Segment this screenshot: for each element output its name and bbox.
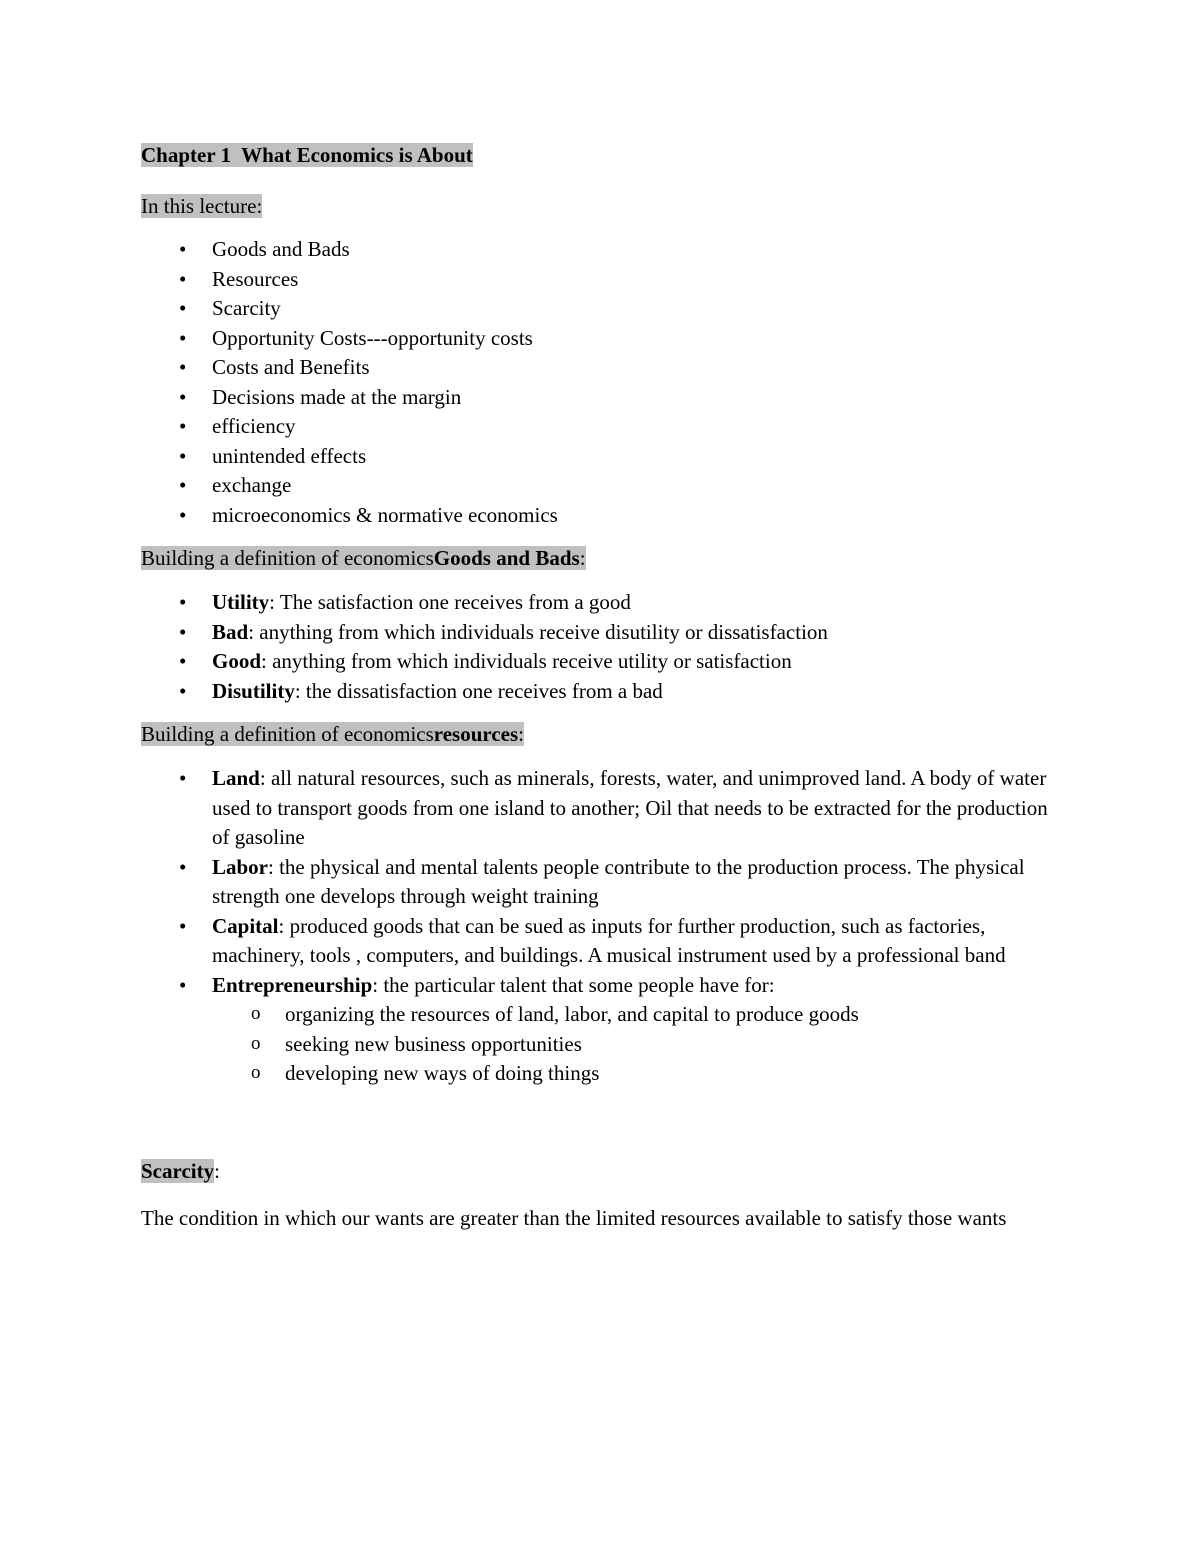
term-text: Disutility <box>212 678 295 703</box>
term-text: Good <box>212 649 262 673</box>
list-item: • Resources <box>141 265 1055 295</box>
term-text: Labor <box>212 854 269 879</box>
definition-text: : all natural resources, such as minerals, forests, water, and unimproved land. A body of water used to transport goods from one island to another; Oil that needs to be extracted for the production of gasoline <box>212 766 1048 849</box>
list-item <box>141 853 1055 912</box>
goods-bads-heading <box>141 544 1055 572</box>
list-item <box>141 618 1055 648</box>
definition-text: : the dissatisfaction one receives from a bad <box>294 678 663 703</box>
list-item: • unintended effects <box>141 442 1055 472</box>
scarcity-heading-text: Scarcity <box>141 1158 215 1183</box>
intro-line <box>141 191 1055 221</box>
term-text: Bad <box>212 619 249 644</box>
definition-text: : the particular talent that some people have for: <box>372 972 775 997</box>
list-item: • Opportunity Costs---opportunity costs <box>141 324 1055 354</box>
definition-text: : produced goods that can be sued as inputs for further production, such as factories, machinery, tools , computers, and buildings. A musical instrument used by a professional band <box>212 913 1006 967</box>
list-item <box>141 677 1055 707</box>
heading-bold-text: resources <box>433 722 519 746</box>
term-text: Utility <box>212 590 270 614</box>
term-text: Land <box>212 766 260 790</box>
list-item: • Costs and Benefits <box>141 353 1055 383</box>
list-item: • microeconomics & normative economics <box>141 501 1055 531</box>
definition-text: : anything from which individuals receive disutility or dissatisfaction <box>248 619 828 644</box>
resources-heading <box>141 720 1055 748</box>
chapter-title <box>141 141 1055 169</box>
definition-text: : The satisfaction one receives from a good <box>269 590 631 614</box>
heading-colon: : <box>518 722 524 746</box>
heading-colon: : <box>579 546 586 570</box>
goods-bads-list <box>141 588 1055 706</box>
sub-list-item: o developing new ways of doing things <box>212 1059 1055 1089</box>
sub-list <box>212 1000 1055 1089</box>
resources-list <box>141 764 1055 1089</box>
chapter-title-text: Chapter 1 What Economics is About <box>141 143 473 167</box>
definition-text: : the physical and mental talents people contribute to the production process. The physical strength one develops through weight training <box>212 854 1025 908</box>
heading-plain-text: Building a definition of economics <box>141 722 434 746</box>
list-item: • exchange <box>141 471 1055 501</box>
list-item <box>141 588 1055 618</box>
list-item <box>141 764 1055 853</box>
list-item: • Goods and Bads <box>141 235 1055 265</box>
definition-text: : anything from which individuals receive utility or satisfaction <box>261 649 792 673</box>
sub-list-item: o organizing the resources of land, labor, and capital to produce goods <box>212 1000 1055 1030</box>
heading-bold-text: Goods and Bads <box>433 546 580 570</box>
goods-bads-heading-text <box>141 546 586 570</box>
lecture-topics-list <box>141 235 1055 530</box>
term-text: Capital <box>212 913 279 938</box>
sub-list-item: o seeking new business opportunities <box>212 1030 1055 1060</box>
list-item <box>141 971 1055 1089</box>
list-item <box>141 912 1055 971</box>
resources-heading-text <box>141 722 524 746</box>
scarcity-heading <box>141 1157 1055 1185</box>
scarcity-colon: : <box>214 1158 220 1183</box>
term-text: Entrepreneurship <box>212 972 373 997</box>
list-item <box>141 647 1055 677</box>
list-item: • efficiency <box>141 412 1055 442</box>
list-item: • Scarcity <box>141 294 1055 324</box>
list-item: • Decisions made at the margin <box>141 383 1055 413</box>
scarcity-definition: The condition in which our wants are greater than the limited resources available to satisfy those wants <box>141 1205 1007 1230</box>
heading-plain-text: Building a definition of economics <box>141 546 434 570</box>
intro-text: In this lecture: <box>141 194 263 218</box>
